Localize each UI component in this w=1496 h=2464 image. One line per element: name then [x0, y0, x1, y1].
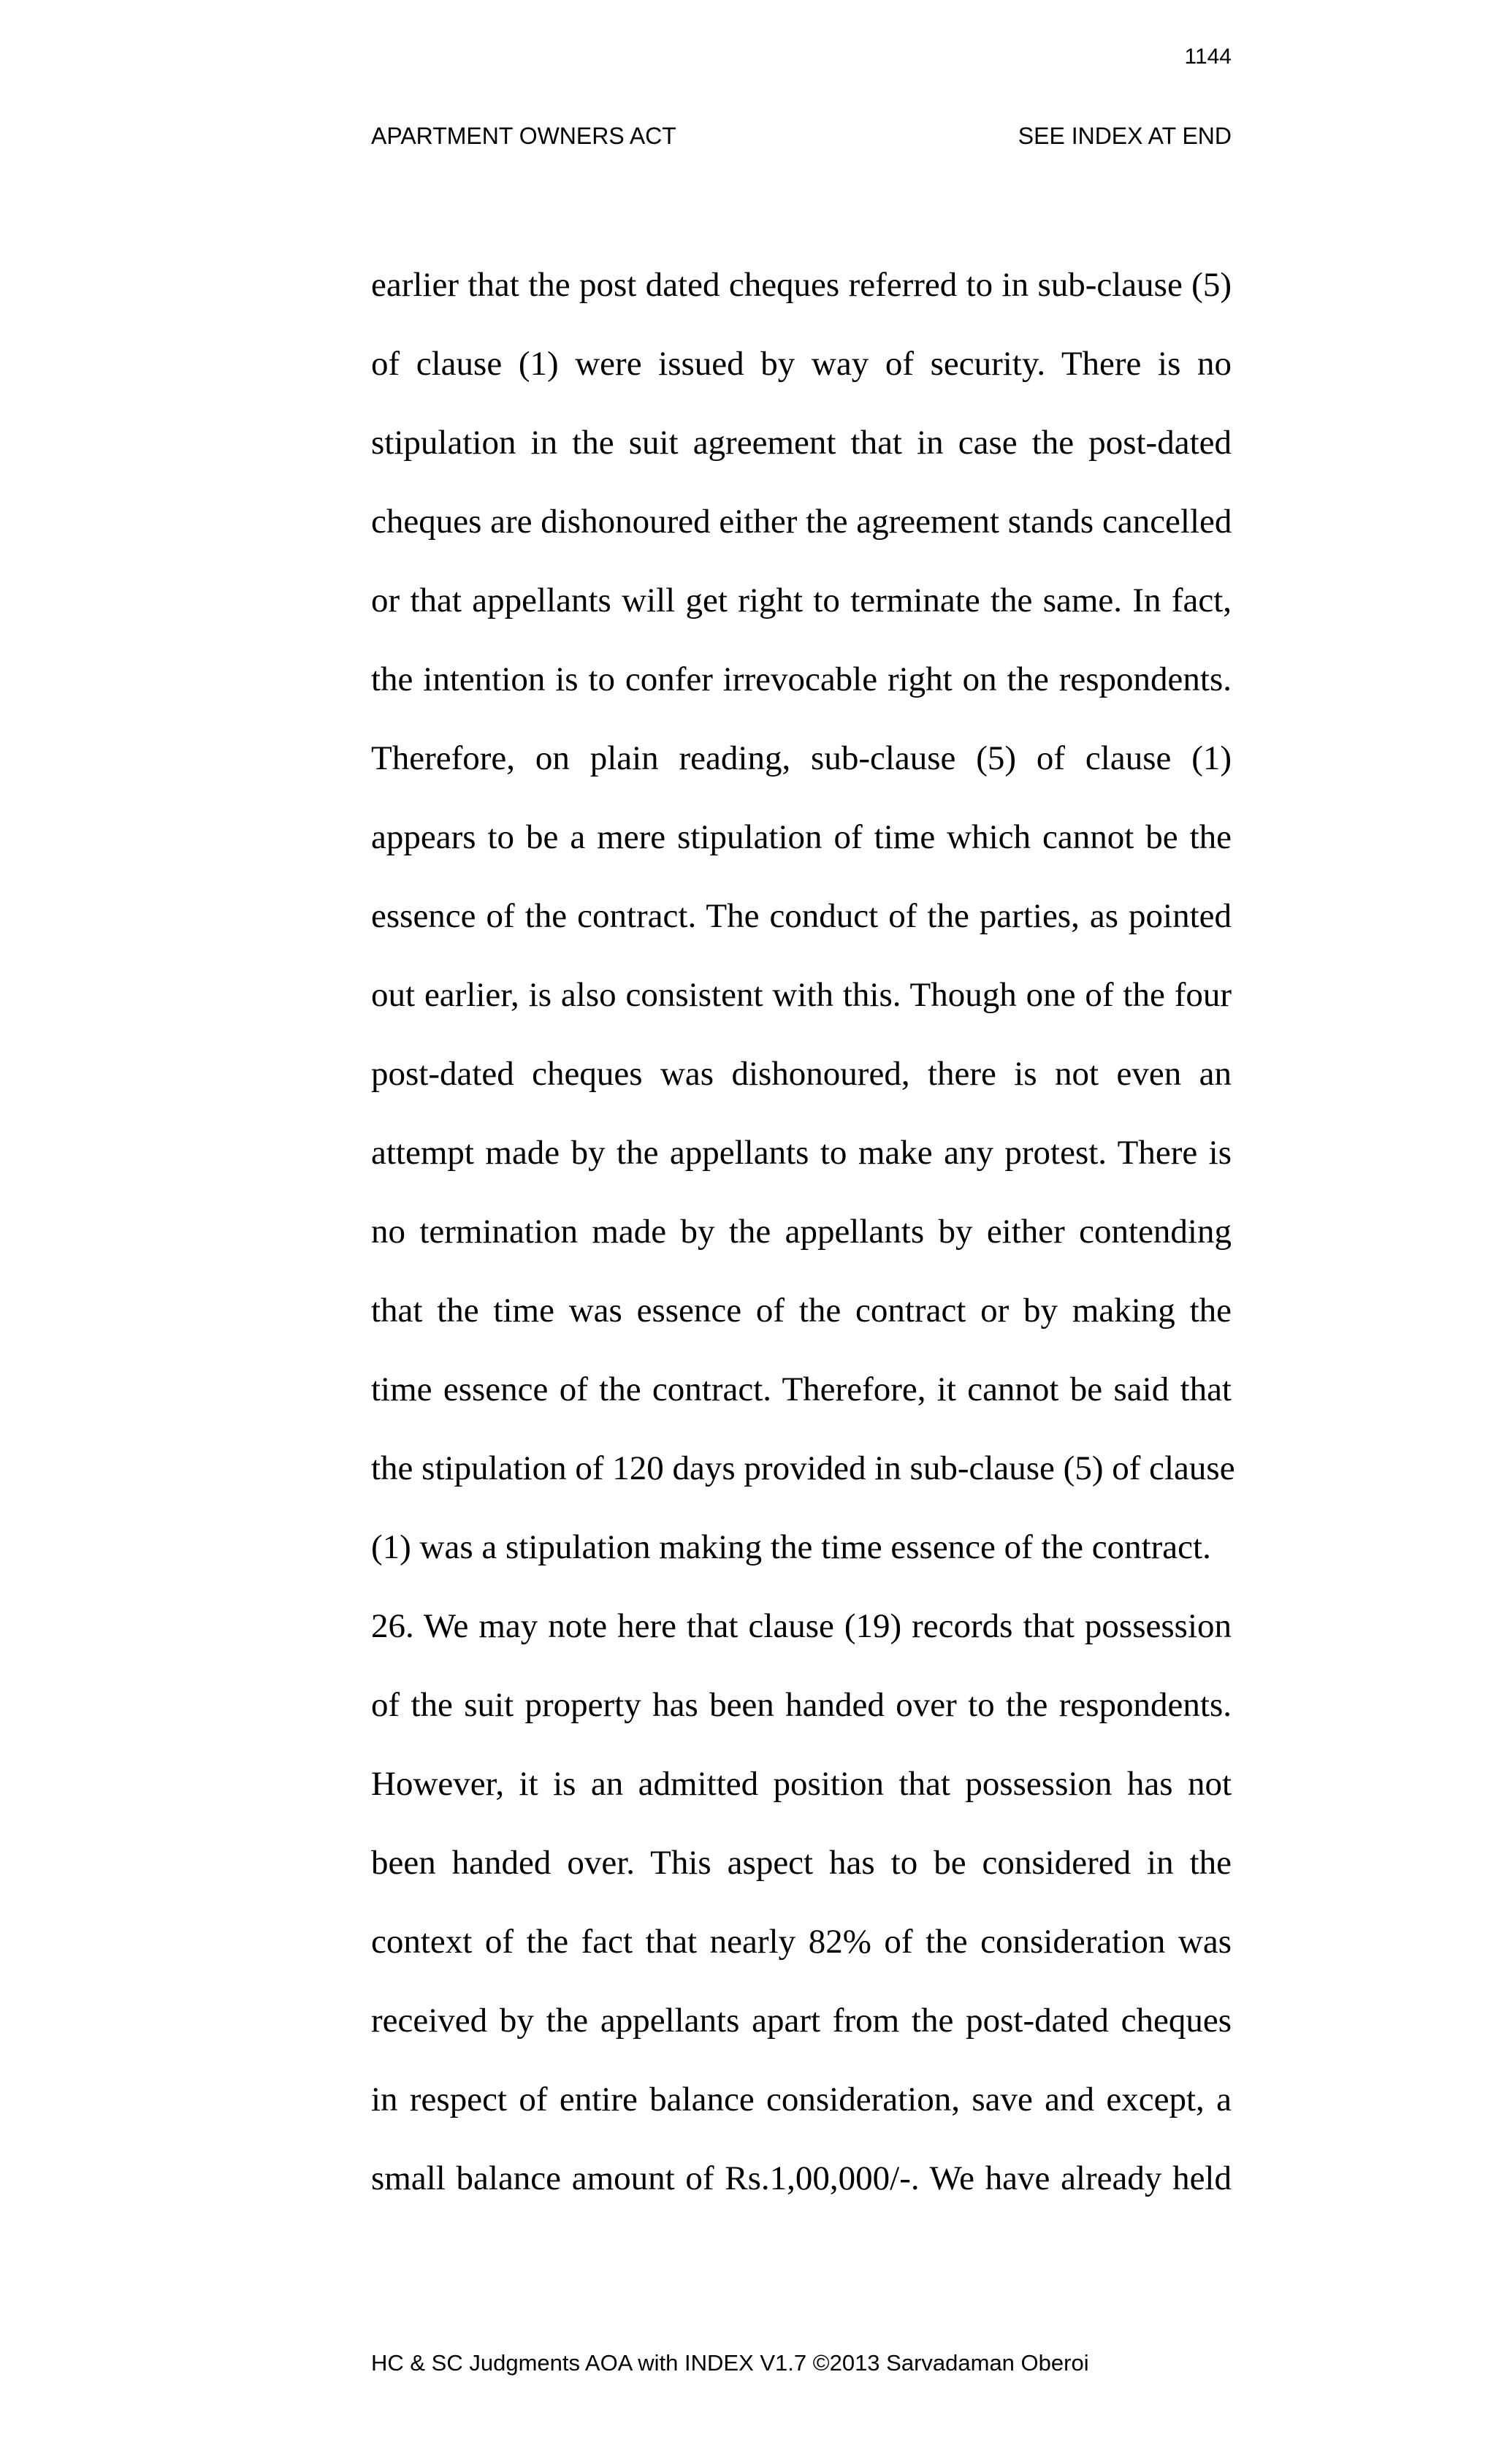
body-line: of clause (1) were issued by way of security. There is no — [371, 345, 1232, 383]
body-text — [371, 259, 1235, 2232]
body-line: attempt made by the appellants to make any protest. There is — [371, 1134, 1232, 1172]
body-line: (1) was a stipulation making the time essence of the contract. — [371, 1528, 1211, 1566]
body-line: no termination made by the appellants by either contending — [371, 1213, 1232, 1251]
body-line: been handed over. This aspect has to be considered in the — [371, 1844, 1232, 1882]
body-line: that the time was essence of the contract or by making the — [371, 1292, 1232, 1330]
body-line: or that appellants will get right to terminate the same. In fact, — [371, 581, 1232, 619]
running-header-title: APARTMENT OWNERS ACT — [371, 123, 676, 149]
body-line: However, it is an admitted position that possession has not — [371, 1765, 1232, 1803]
body-line: earlier that the post dated cheques referred to in sub-clause (5) — [371, 266, 1232, 304]
body-line: appears to be a mere stipulation of time which cannot be the — [371, 818, 1232, 856]
body-line: post-dated cheques was dishonoured, there is not even an — [371, 1055, 1232, 1093]
body-line: in respect of entire balance consideration, save and except, a — [371, 2080, 1232, 2118]
body-line: stipulation in the suit agreement that in case the post-dated — [371, 424, 1232, 462]
body-line: the intention is to confer irrevocable right on the respondents. — [371, 660, 1232, 698]
page-number: 1144 — [1184, 45, 1232, 69]
body-line: essence of the contract. The conduct of the parties, as pointed — [371, 897, 1232, 935]
body-line: context of the fact that nearly 82% of the consideration was — [371, 1923, 1232, 1961]
running-header-index-note: SEE INDEX AT END — [1018, 123, 1232, 149]
body-line: time essence of the contract. Therefore, it cannot be said that — [371, 1370, 1232, 1408]
page-footer: HC & SC Judgments AOA with INDEX V1.7 ©2013 Sarvadaman Oberoi — [371, 2350, 1089, 2376]
body-line: the stipulation of 120 days provided in sub-clause (5) of clause — [371, 1449, 1235, 1487]
body-line: 26. We may note here that clause (19) records that possession — [371, 1607, 1232, 1645]
body-line: Therefore, on plain reading, sub-clause (5) of clause (1) — [371, 739, 1232, 777]
body-line: of the suit property has been handed over to the respondents. — [371, 1686, 1232, 1724]
body-line: small balance amount of Rs.1,00,000/-. We have already held — [371, 2159, 1232, 2197]
body-line: received by the appellants apart from the post-dated cheques — [371, 2002, 1232, 2040]
body-line: out earlier, is also consistent with this. Though one of the four — [371, 976, 1232, 1014]
body-line: cheques are dishonoured either the agreement stands cancelled — [371, 503, 1232, 541]
